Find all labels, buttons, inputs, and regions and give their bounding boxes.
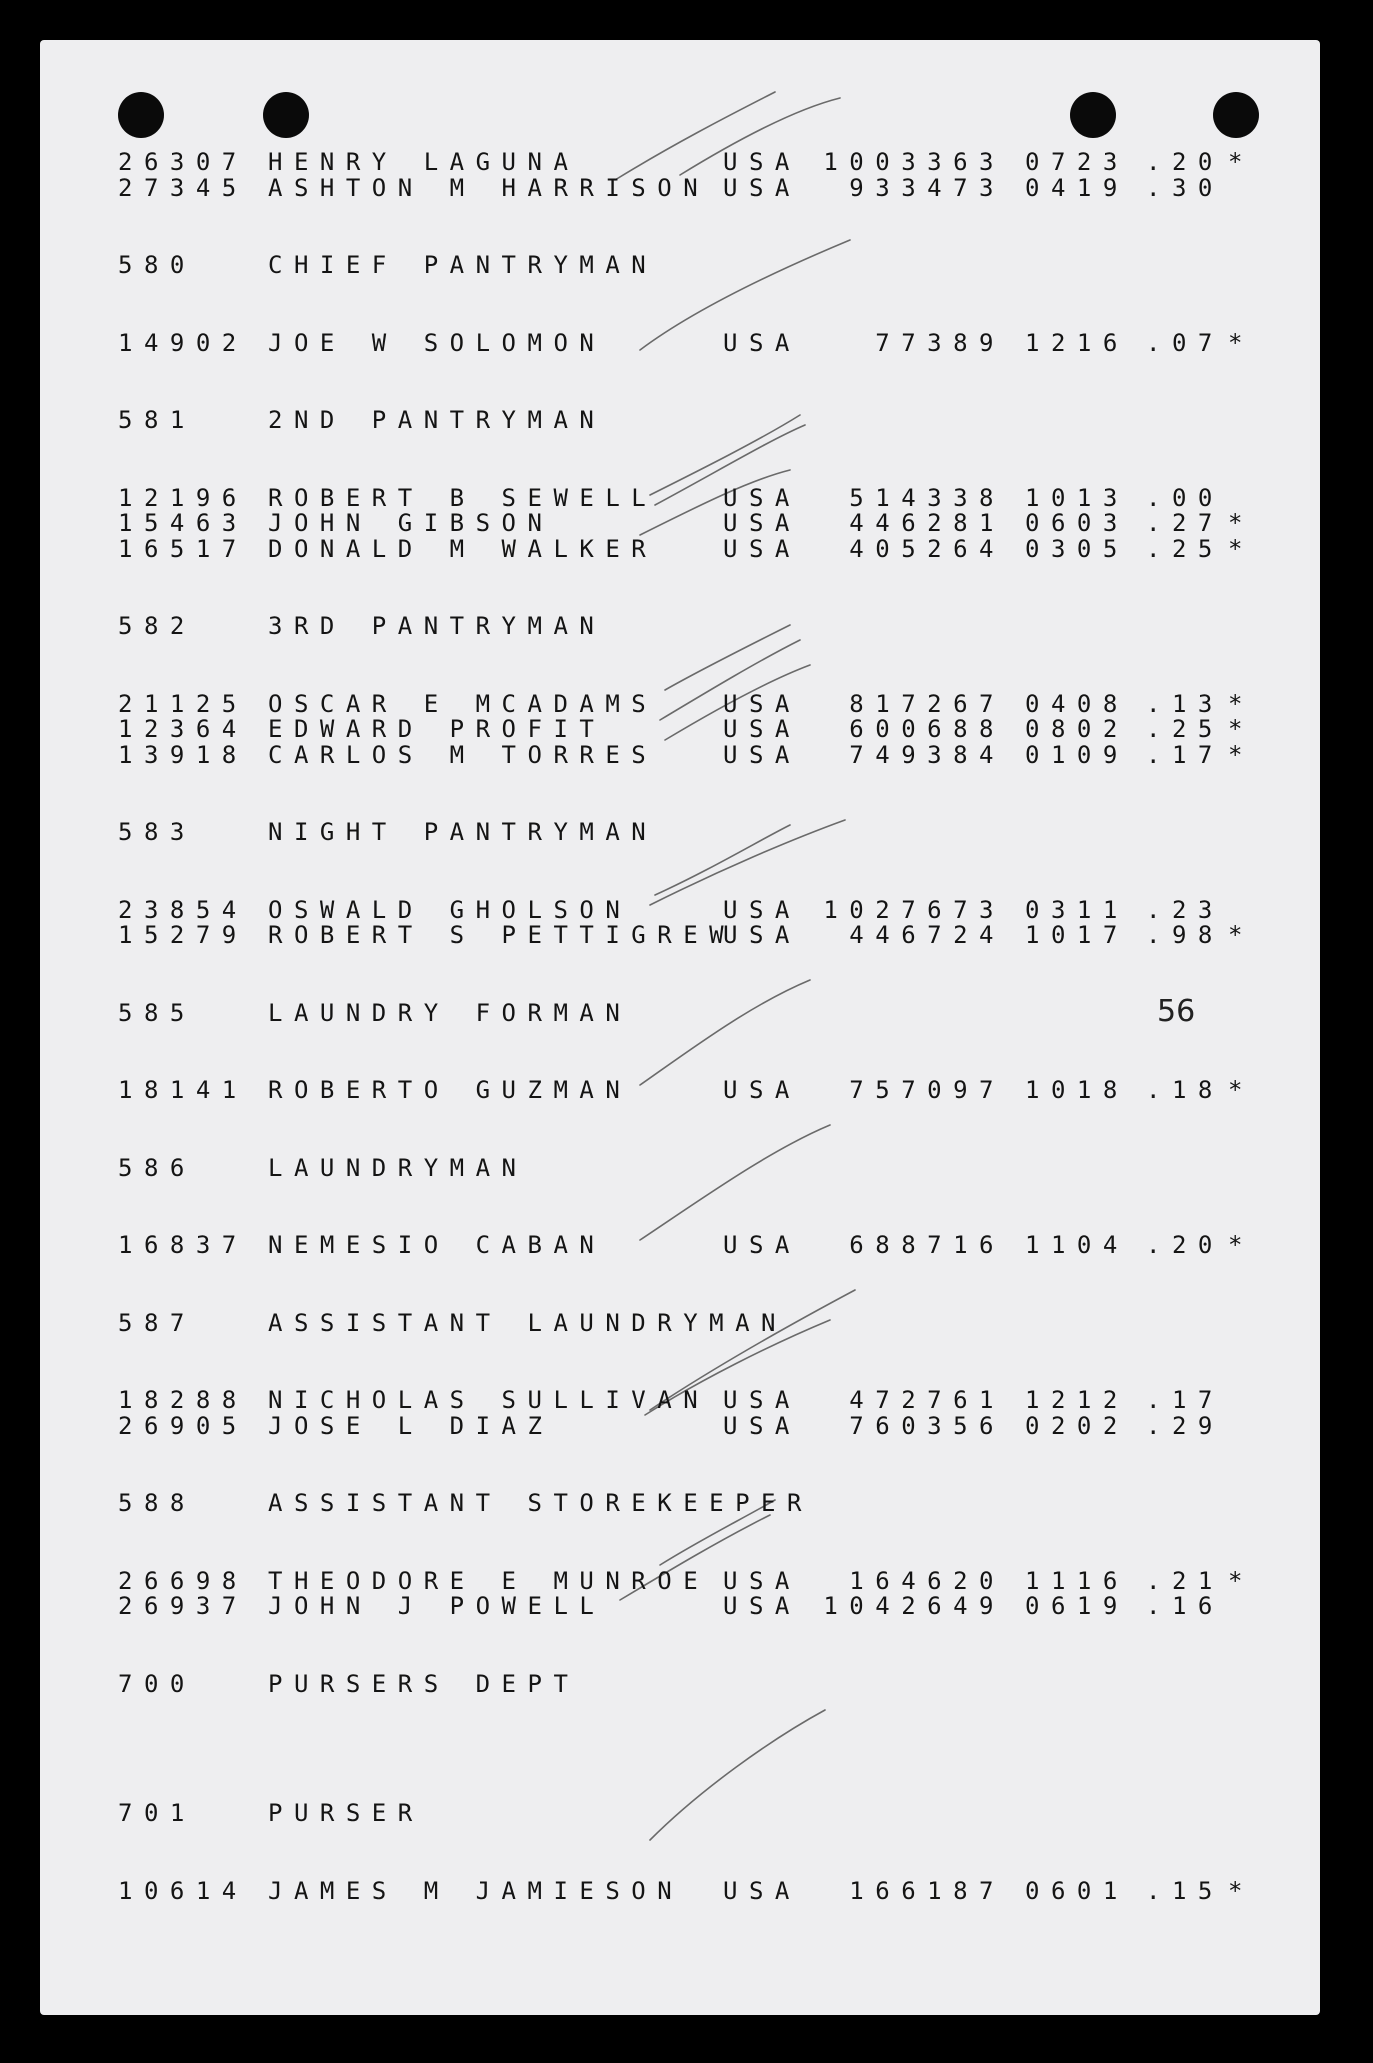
crew-row — [0, 1566, 1373, 1595]
crew-nationality: USA — [723, 1566, 801, 1595]
crew-nationality: USA — [723, 148, 801, 176]
section-heading — [0, 408, 1373, 432]
crew-rate: .20 — [1146, 1231, 1224, 1259]
section-code: 586 — [118, 1153, 196, 1182]
crew-date: 0109 — [1025, 740, 1129, 769]
crew-rate: .18 — [1146, 1076, 1224, 1104]
crew-row — [0, 511, 1373, 535]
crew-date: 1018 — [1025, 1076, 1129, 1104]
crew-row — [0, 173, 1373, 202]
crew-nationality: USA — [723, 328, 801, 357]
crew-row — [0, 1233, 1373, 1257]
section-title: 2ND PANTRYMAN — [268, 406, 606, 434]
crew-date: 1216 — [1025, 328, 1129, 357]
crew-number: 933473 — [849, 173, 1005, 202]
crew-date: 0603 — [1025, 509, 1129, 537]
crew-nationality: USA — [723, 1231, 801, 1259]
crew-date: 1013 — [1025, 483, 1129, 512]
section-heading — [0, 1801, 1373, 1825]
crew-mark: * — [1228, 1566, 1254, 1595]
crew-name: THEODORE E MUNROE — [268, 1566, 710, 1595]
crew-name: JAMES M JAMIESON — [268, 1876, 684, 1905]
crew-name: ASHTON M HARRISON — [268, 173, 710, 202]
crew-rate: .07 — [1146, 328, 1224, 357]
crew-nationality: USA — [723, 1076, 801, 1104]
crew-number: 1042649 — [823, 1592, 1005, 1620]
section-title: LAUNDRY FORMAN — [268, 998, 632, 1027]
crew-nationality: USA — [723, 921, 801, 949]
crew-date: 1212 — [1025, 1386, 1129, 1414]
crew-row — [0, 923, 1373, 947]
crew-date: 0619 — [1025, 1592, 1129, 1620]
binder-hole — [1213, 92, 1259, 138]
crew-id: 18288 — [118, 1386, 248, 1414]
section-heading — [0, 253, 1373, 277]
crew-mark: * — [1228, 715, 1254, 743]
crew-row — [0, 717, 1373, 741]
crew-name: JOSE L DIAZ — [268, 1411, 554, 1440]
crew-mark: * — [1228, 534, 1254, 563]
crew-id: 23854 — [118, 895, 248, 924]
crew-row — [0, 534, 1373, 563]
crew-name: HENRY LAGUNA — [268, 148, 580, 176]
crew-name: EDWARD PROFIT — [268, 715, 606, 743]
crew-rate: .17 — [1146, 1386, 1224, 1414]
crew-number: 1003363 — [823, 148, 1005, 176]
crew-number: 166187 — [849, 1876, 1005, 1905]
crew-row — [0, 1876, 1373, 1905]
crew-id: 16517 — [118, 534, 248, 563]
crew-rate: .00 — [1146, 483, 1224, 512]
section-title: ASSISTANT STOREKEEPER — [268, 1489, 813, 1517]
crew-rate: .13 — [1146, 689, 1224, 718]
crew-date: 0723 — [1025, 148, 1129, 176]
crew-date: 1116 — [1025, 1566, 1129, 1595]
section-heading — [0, 1669, 1373, 1698]
crew-id: 26905 — [118, 1411, 248, 1440]
section-heading — [0, 614, 1373, 638]
section-heading — [0, 1491, 1373, 1515]
crew-row — [0, 689, 1373, 718]
crew-name: ROBERTO GUZMAN — [268, 1076, 632, 1104]
section-title: NIGHT PANTRYMAN — [268, 818, 658, 846]
crew-id: 21125 — [118, 689, 248, 718]
crew-nationality: USA — [723, 509, 801, 537]
crew-date: 0601 — [1025, 1876, 1129, 1905]
section-code: 582 — [118, 612, 196, 640]
crew-id: 12196 — [118, 483, 248, 512]
crew-name: ROBERT S PETTIGREW — [268, 921, 736, 949]
section-heading — [0, 820, 1373, 844]
crew-date: 0305 — [1025, 534, 1129, 563]
crew-name: ROBERT B SEWELL — [268, 483, 658, 512]
crew-date: 0419 — [1025, 173, 1129, 202]
crew-number: 1027673 — [823, 895, 1005, 924]
section-heading — [0, 1308, 1373, 1337]
crew-rate: .29 — [1146, 1411, 1224, 1440]
crew-mark: * — [1228, 1076, 1254, 1104]
crew-mark: * — [1228, 1876, 1254, 1905]
crew-mark: * — [1228, 148, 1254, 176]
crew-id: 18141 — [118, 1076, 248, 1104]
section-title: CHIEF PANTRYMAN — [268, 251, 658, 279]
section-code: 581 — [118, 406, 196, 434]
crew-id: 26698 — [118, 1566, 248, 1595]
section-code: 587 — [118, 1308, 196, 1337]
crew-rate: .25 — [1146, 534, 1224, 563]
crew-name: DONALD M WALKER — [268, 534, 658, 563]
section-heading — [0, 1153, 1373, 1182]
crew-id: 13918 — [118, 740, 248, 769]
crew-number: 760356 — [849, 1411, 1005, 1440]
crew-nationality: USA — [723, 1411, 801, 1440]
crew-number: 514338 — [849, 483, 1005, 512]
crew-row — [0, 1078, 1373, 1102]
crew-id: 26937 — [118, 1592, 248, 1620]
crew-nationality: USA — [723, 689, 801, 718]
section-code: 701 — [118, 1799, 196, 1827]
crew-mark: * — [1228, 740, 1254, 769]
crew-row — [0, 150, 1373, 174]
crew-rate: .23 — [1146, 895, 1224, 924]
crew-rate: .25 — [1146, 715, 1224, 743]
crew-date: 0408 — [1025, 689, 1129, 718]
crew-rate: .27 — [1146, 509, 1224, 537]
crew-date: 1017 — [1025, 921, 1129, 949]
section-title: 3RD PANTRYMAN — [268, 612, 606, 640]
crew-row — [0, 1594, 1373, 1618]
crew-number: 164620 — [849, 1566, 1005, 1595]
crew-nationality: USA — [723, 715, 801, 743]
crew-id: 12364 — [118, 715, 248, 743]
crew-mark: * — [1228, 921, 1254, 949]
crew-name: OSCAR E MCADAMS — [268, 689, 658, 718]
crew-number: 600688 — [849, 715, 1005, 743]
crew-number: 446724 — [849, 921, 1005, 949]
crew-rate: .21 — [1146, 1566, 1224, 1595]
crew-rate: .16 — [1146, 1592, 1224, 1620]
crew-mark: * — [1228, 689, 1254, 718]
crew-number: 749384 — [849, 740, 1005, 769]
crew-row — [0, 740, 1373, 769]
crew-number: 757097 — [849, 1076, 1005, 1104]
crew-date: 0202 — [1025, 1411, 1129, 1440]
crew-id: 14902 — [118, 328, 248, 357]
section-code: 700 — [118, 1669, 196, 1698]
crew-mark: * — [1228, 509, 1254, 537]
section-title: PURSERS DEPT — [268, 1669, 580, 1698]
crew-nationality: USA — [723, 740, 801, 769]
crew-number: 472761 — [849, 1386, 1005, 1414]
section-title: PURSER — [268, 1799, 424, 1827]
crew-name: OSWALD GHOLSON — [268, 895, 632, 924]
crew-name: NICHOLAS SULLIVAN — [268, 1386, 710, 1414]
section-code: 580 — [118, 251, 196, 279]
crew-rate: .15 — [1146, 1876, 1224, 1905]
section-code: 585 — [118, 998, 196, 1027]
crew-row — [0, 1411, 1373, 1440]
crew-nationality: USA — [723, 1386, 801, 1414]
crew-number: 77389 — [875, 328, 1005, 357]
crew-rate: .20 — [1146, 148, 1224, 176]
crew-row — [0, 1388, 1373, 1412]
crew-id: 15463 — [118, 509, 248, 537]
crew-name: JOHN J POWELL — [268, 1592, 606, 1620]
crew-name: JOHN GIBSON — [268, 509, 554, 537]
crew-id: 15279 — [118, 921, 248, 949]
crew-nationality: USA — [723, 1592, 801, 1620]
crew-rate: .17 — [1146, 740, 1224, 769]
binder-hole — [118, 92, 164, 138]
crew-date: 1104 — [1025, 1231, 1129, 1259]
crew-number: 688716 — [849, 1231, 1005, 1259]
crew-id: 26307 — [118, 148, 248, 176]
section-code: 583 — [118, 818, 196, 846]
crew-nationality: USA — [723, 1876, 801, 1905]
crew-nationality: USA — [723, 534, 801, 563]
crew-number: 817267 — [849, 689, 1005, 718]
crew-id: 10614 — [118, 1876, 248, 1905]
crew-nationality: USA — [723, 173, 801, 202]
crew-row — [0, 483, 1373, 512]
crew-nationality: USA — [723, 483, 801, 512]
crew-mark: * — [1228, 1231, 1254, 1259]
crew-rate: .98 — [1146, 921, 1224, 949]
crew-id: 27345 — [118, 173, 248, 202]
crew-date: 0802 — [1025, 715, 1129, 743]
section-title: ASSISTANT LAUNDRYMAN — [268, 1308, 787, 1337]
crew-rate: .30 — [1146, 173, 1224, 202]
crew-name: CARLOS M TORRES — [268, 740, 658, 769]
crew-date: 0311 — [1025, 895, 1129, 924]
section-title: LAUNDRYMAN — [268, 1153, 528, 1182]
crew-row — [0, 328, 1373, 357]
crew-number: 446281 — [849, 509, 1005, 537]
crew-nationality: USA — [723, 895, 801, 924]
crew-row — [0, 895, 1373, 924]
crew-id: 16837 — [118, 1231, 248, 1259]
crew-number: 405264 — [849, 534, 1005, 563]
crew-mark: * — [1228, 328, 1254, 357]
crew-name: NEMESIO CABAN — [268, 1231, 606, 1259]
section-code: 588 — [118, 1489, 196, 1517]
page-number: 56 — [1157, 994, 1196, 1029]
binder-hole — [263, 92, 309, 138]
binder-hole — [1070, 92, 1116, 138]
crew-name: JOE W SOLOMON — [268, 328, 606, 357]
